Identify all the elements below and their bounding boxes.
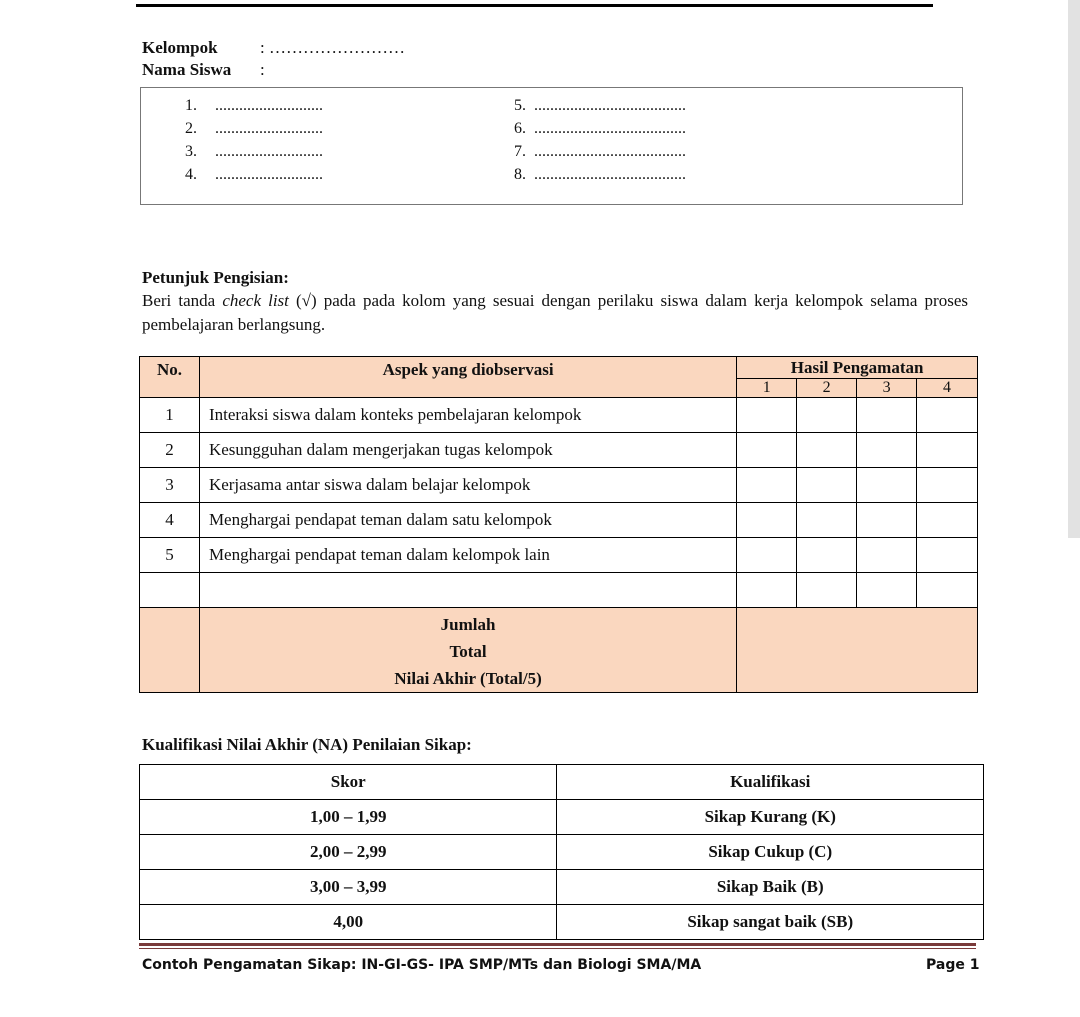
score-cell[interactable] — [797, 538, 857, 573]
top-rule — [136, 4, 933, 7]
table-row — [140, 870, 984, 905]
instructions-text: Beri tanda check list (√) pada pada kolom yang sesuai dengan perilaku siswa dalam kerja kelompok selama proses pembelajaran berlangsung. — [142, 291, 968, 334]
qualification-value: Sikap sangat baik (SB) — [557, 905, 984, 940]
blank-cell — [140, 573, 200, 608]
aspect-cell: Interaksi siswa dalam konteks pembelajaran kelompok — [199, 398, 736, 433]
score-col-3: 3 — [857, 379, 917, 398]
page-number: Page 1 — [926, 957, 980, 973]
col-no-header: No. — [140, 357, 200, 398]
score-cell[interactable] — [737, 538, 797, 573]
score-cell[interactable] — [917, 503, 978, 538]
score-cell[interactable] — [857, 573, 917, 608]
nama-row — [142, 60, 265, 80]
summary-row — [140, 608, 978, 693]
qualification-value: Sikap Kurang (K) — [557, 800, 984, 835]
scrollbar[interactable] — [1068, 0, 1080, 538]
score-cell[interactable] — [797, 573, 857, 608]
member-line-5: 5. ...................................... — [514, 97, 686, 114]
kelompok-field: : …………………… — [260, 38, 405, 57]
row-number: 4 — [140, 503, 200, 538]
nama-label: Nama Siswa — [142, 60, 232, 79]
score-cell[interactable] — [857, 503, 917, 538]
score-cell[interactable] — [917, 538, 978, 573]
score-cell[interactable] — [917, 468, 978, 503]
col-result-header: Hasil Pengamatan — [737, 357, 978, 379]
score-cell[interactable] — [737, 398, 797, 433]
summary-blank-cell — [140, 608, 200, 693]
row-number: 2 — [140, 433, 200, 468]
col-aspect-header: Aspek yang diobservasi — [199, 357, 736, 398]
member-line-2: 2. ........................... — [185, 120, 323, 137]
score-cell[interactable] — [857, 538, 917, 573]
jumlah-label: Jumlah — [440, 615, 496, 634]
score-cell[interactable] — [737, 573, 797, 608]
score-col-1: 1 — [737, 379, 797, 398]
qualification-value: Sikap Cukup (C) — [557, 835, 984, 870]
table-row — [140, 835, 984, 870]
qualification-title: Kualifikasi Nilai Akhir (NA) Penilaian Sikap: — [142, 735, 472, 754]
footer-title: Contoh Pengamatan Sikap: IN-GI-GS- IPA SMP/MTs dan Biologi SMA/MA — [142, 957, 702, 973]
nilai-akhir-label: Nilai Akhir (Total/5) — [394, 669, 542, 688]
aspect-cell: Menghargai pendapat teman dalam kelompok lain — [199, 538, 736, 573]
score-cell[interactable] — [797, 468, 857, 503]
nama-field: : — [260, 60, 265, 79]
table-row — [140, 800, 984, 835]
member-line-7: 7. ...................................... — [514, 143, 686, 160]
col-qual-header: Kualifikasi — [557, 765, 984, 800]
observation-table — [139, 356, 978, 693]
table-row — [140, 398, 978, 433]
score-cell[interactable] — [737, 468, 797, 503]
qualification-table — [139, 764, 984, 940]
score-range: 2,00 – 2,99 — [140, 835, 557, 870]
score-range: 1,00 – 1,99 — [140, 800, 557, 835]
score-cell[interactable] — [917, 398, 978, 433]
aspect-cell: Kesungguhan dalam mengerjakan tugas kelompok — [199, 433, 736, 468]
score-cell[interactable] — [917, 573, 978, 608]
score-cell[interactable] — [917, 433, 978, 468]
summary-value-cell[interactable] — [737, 608, 978, 693]
row-number: 1 — [140, 398, 200, 433]
col-score-header: Skor — [140, 765, 557, 800]
score-col-2: 2 — [797, 379, 857, 398]
score-cell[interactable] — [857, 398, 917, 433]
score-cell[interactable] — [797, 503, 857, 538]
member-line-8: 8. ...................................... — [514, 166, 686, 183]
footer-rule-thin — [139, 948, 976, 949]
score-range: 3,00 – 3,99 — [140, 870, 557, 905]
member-line-3: 3. ........................... — [185, 143, 323, 160]
kelompok-label: Kelompok — [142, 38, 218, 57]
score-cell[interactable] — [797, 398, 857, 433]
score-cell[interactable] — [737, 503, 797, 538]
row-number: 5 — [140, 538, 200, 573]
member-line-4: 4. ........................... — [185, 166, 323, 183]
member-line-1: 1. ........................... — [185, 97, 323, 114]
instructions-title: Petunjuk Pengisian: — [142, 268, 289, 287]
table-row — [140, 538, 978, 573]
row-number: 3 — [140, 468, 200, 503]
kelompok-row — [142, 38, 405, 58]
table-row — [140, 433, 978, 468]
aspect-cell: Menghargai pendapat teman dalam satu kelompok — [199, 503, 736, 538]
score-range: 4,00 — [140, 905, 557, 940]
score-col-4: 4 — [917, 379, 978, 398]
table-row — [140, 905, 984, 940]
table-row — [140, 503, 978, 538]
summary-labels — [199, 608, 736, 693]
blank-cell — [199, 573, 736, 608]
table-row — [140, 468, 978, 503]
score-cell[interactable] — [737, 433, 797, 468]
aspect-cell: Kerjasama antar siswa dalam belajar kelompok — [199, 468, 736, 503]
qualification-value: Sikap Baik (B) — [557, 870, 984, 905]
footer-rule — [139, 943, 976, 946]
member-line-6: 6. ...................................... — [514, 120, 686, 137]
total-label: Total — [449, 642, 487, 661]
score-cell[interactable] — [797, 433, 857, 468]
score-cell[interactable] — [857, 433, 917, 468]
score-cell[interactable] — [857, 468, 917, 503]
member-list-box — [140, 87, 963, 205]
blank-row — [140, 573, 978, 608]
qualification-header-row — [140, 765, 984, 800]
